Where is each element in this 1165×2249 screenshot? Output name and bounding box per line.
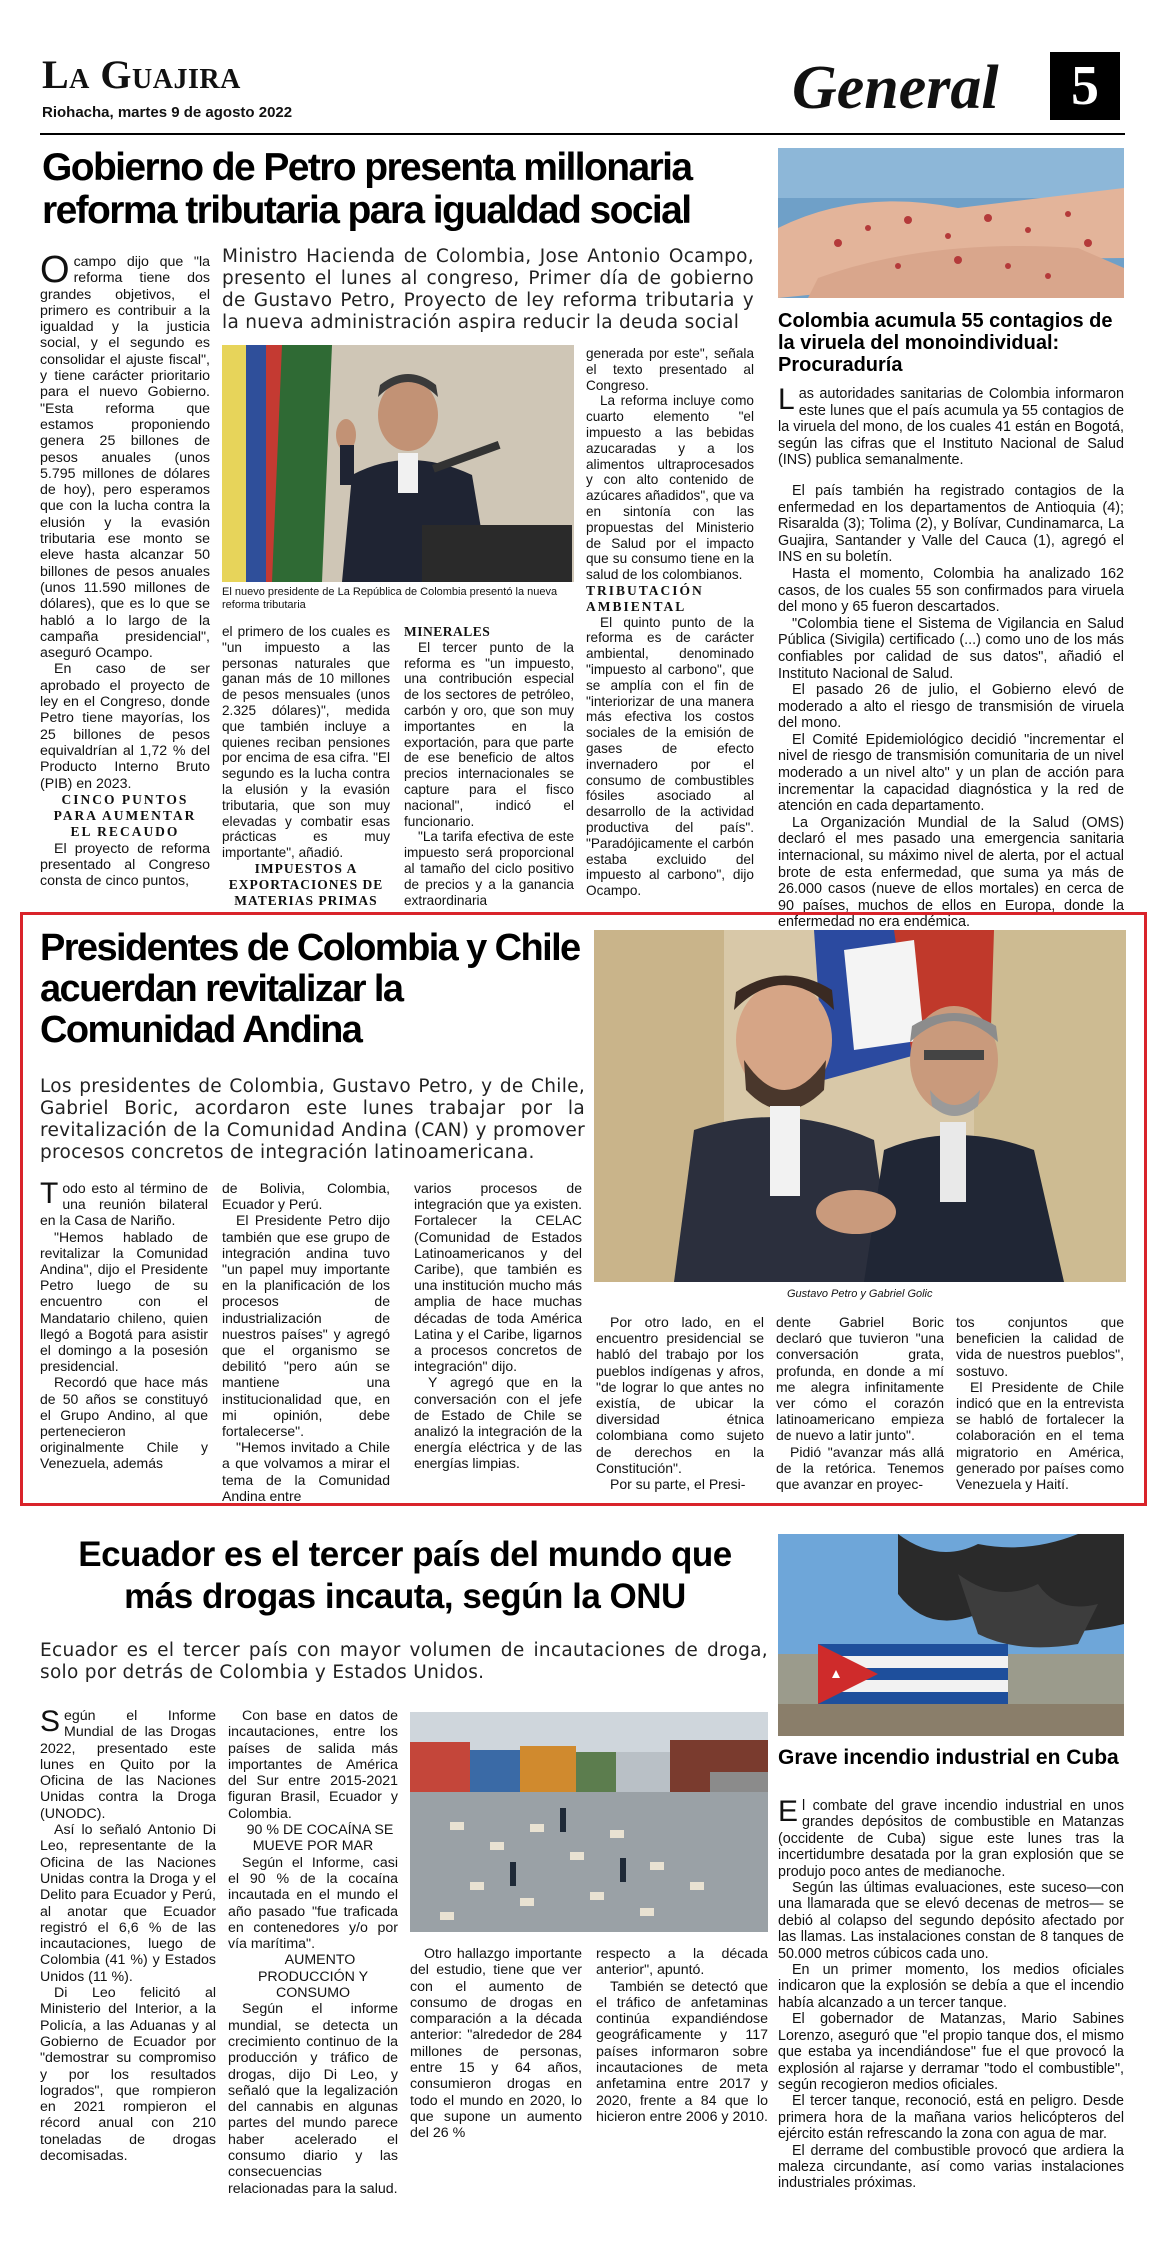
article3-photo-presidents [594, 930, 1126, 1282]
article4-col2: Con base en datos de incautaciones, entre los países de salida más importantes de América del Sur entre 2015-2021 figuran Brasil, Ecuador y Colombia. 90 % DE COCAÍNA SE MUEVE POR MAR Según el Informe, casi el 90 % de la cocaína incautada en el mundo el año pasado "fue traficada en contenedores y/o por vía marítima". AUMENTO PRODUCCIÓN Y CONSUMO Según el informe mundial, se detecta un crecimiento continuo de la producción y tráfico de drogas, dijo Di Leo, y señaló que la legalización del cannabis en algunas partes del mundo parece haber acelerado el consumo diario y las consecuencias relacionadas para la salud. [228, 1708, 398, 2197]
dropcap: L [778, 383, 795, 416]
article1-headline: Gobierno de Petro presenta millonaria reforma tributaria para igualdad social [42, 146, 692, 232]
masthead-rule [40, 133, 1125, 135]
article1-col1: Ocampo dijo que "la reforma tiene dos grandes objetivos, el primero es contribuir a la igualdad y la justicia social, y el segundo es consolidar el ajuste fiscal", y tiene carácter prioritario para el nuevo Gobierno. "Esta reforma que estamos proponiendo genera 25 billones de pesos anuales (unos 5.795 millones de dólares de hoy), pero esperamos que con la lucha contra la elusión y la evasión tributaria ese monto se eleve hasta alcanzar 50 billones de pesos anuales (unos 11.590 millones de dólares), que es lo que se habló a lo largo de la campaña presidencial", aseguró Ocampo. En caso de ser aprobado el proyecto de ley en el Congreso, donde Petro tiene mayorías, los 25 billones de pesos equivaldrían al 1,72 % del Producto Interno Bruto (PIB) en 2023. CINCO PUNTOS PARA AUMENTAR EL RECAUDO El proyecto de reforma presentado al Congreso consta de cinco puntos, [40, 249, 210, 890]
masthead [0, 0, 1165, 135]
article1-col2: el primero de los cuales es "un impuesto a las personas naturales que ganan más de 10 millones de pesos mensuales (unos 2.325 dólares)", medida que también incluye a quienes reciban pensiones por encima de esa cifra. "El segundo es la lucha contra la elusión y la evasión tributaria, que son muy elevadas y combatir esas prácticas es muy importante", añadió. IMPUESTOS A EXPORTACIONES DE MATERIAS PRIMAS [222, 624, 390, 908]
article4-deck: Ecuador es el tercer país con mayor volumen de incautaciones de droga, solo por detrás de Colombia y Estados Unidos. [40, 1640, 768, 1683]
article1-deck: Ministro Hacienda de Colombia, Jose Antonio Ocampo, presento el lunes al congreso, Primer día de gobierno de Gustavo Petro, Proyecto de ley reforma tributaria y la nueva administración aspira reducir la deuda social [222, 246, 754, 333]
article1-photo-caption: El nuevo presidente de La República de Colombia presentó la nueva reforma tributaria [222, 586, 558, 611]
article2-headline: Colombia acumula 55 contagios de la viruela del monoindividual: Procuraduría [778, 310, 1113, 376]
article5-body: El combate del grave incendio industrial en unos grandes depósitos de combustible en Matanzas (occidente de Cuba) sigue este lunes tras la incertidumbre desatada por la gran explosión que se produjo poco antes de medianoche. Según las últimas evaluaciones, este suceso—con una llamarada que se elevó decenas de metros— se debió al colapso del segundo depósito afectado por las llamas. Las instalaciones constan de 8 tanques de 50.000 metros cúbicos cada uno. En un primer momento, los medios oficiales indicaron que la explosión se debía a que el incendio había alcanzado a un tercer tanque. El gobernador de Matanzas, Mario Sabines Lorenzo, aseguró que "el propio tanque dos, el mismo que estaba ya incendiándose" fue el que provocó la explosión al rajarse y derramar "todo el combustible", según recogieron medios oficiales. El tercer tanque, reconoció, está en peligro. Desde primera hora de la mañana varios helicópteros del ejército están refrescando la zona con agua de mar. El derrame del combustible provocó que ardiera la maleza circundante, así como varias instalaciones industriales próximas. [778, 1795, 1124, 2192]
article1-col4: generada por este", señala el texto presentado al Congreso. La reforma incluye como cuarto elemento "el impuesto a las bebidas azucaradas y a los alimentos ultraprocesados y con alto contenido de azúcares añadidos", que va en sintonía con las propuestas del Ministerio de Salud por el impacto que su consumo tiene en la salud de los colombianos. TRIBUTACIÓN AMBIENTAL El quinto punto de la reforma es de carácter ambiental, denominado "impuesto al carbono", que se amplía con el fin de "interiorizar de una manera más efectiva los costos sociales de la emisión de gases de efecto invernadero por el consumo de combustibles fósiles asociado al desarrollo de la actividad productiva del país". "Paradójicamente el carbón estaba excluido del impuesto al carbono", dijo Ocampo. [586, 346, 754, 899]
article1-photo-petro [222, 345, 574, 582]
article2-photo-hands [778, 148, 1124, 298]
dropcap: E [778, 1795, 799, 1828]
article3-deck: Los presidentes de Colombia, Gustavo Petro, y de Chile, Gabriel Boric, acordaron este lunes trabajar por la revitalización de la Comunidad Andina (CAN) y promover procesos concretos de integración latinoamericana. [40, 1076, 585, 1163]
dropcap: T [40, 1177, 59, 1210]
article4-headline: Ecuador es el tercer país del mundo que más drogas incauta, según la ONU [78, 1535, 732, 1616]
article3-photo-caption: Gustavo Petro y Gabriel Golic [787, 1288, 933, 1300]
article4-photo-seizure [410, 1712, 768, 1932]
article3-col5: dente Gabriel Boric declaró que tuvieron "una conversación grata, profunda, en donde a mí me alegra infinitamente ver cómo el corazón latinoamericano empieza de nuevo a latir junto". Pidió "avanzar más allá de la retórica. Tenemos que avanzar en proyec- [776, 1314, 944, 1493]
dropcap: O [40, 249, 70, 291]
article3-col3: varios procesos de integración que ya existen. Fortalecer la CELAC (Comunidad de Estados Latinoamericanos y del Caribe), que también es una institución mucho más amplia de hace muchas décadas de toda América Latina y el Caribe, ligarnos a procesos concretos de integración" dijo. Y agregó que en la conversación con el jefe de Estado de Chile se analizó la integración de la energía eléctrica y de las energías limpias. [414, 1180, 582, 1472]
page-number: 5 [1071, 55, 1099, 117]
article5-headline: Grave incendio industrial en Cuba [778, 1746, 1119, 1769]
article3-headline: Presidentes de Colombia y Chile acuerdan revitalizar la Comunidad Andina [40, 927, 580, 1051]
article3-col4: Por otro lado, en el encuentro presidencial se habló del trabajo por los pueblos indígenas y afros, "de lograr lo que antes no existía, de ubicar la diversidad étnica colombiana como sujeto de derechos en la Constitución". Por su parte, el Presi- [596, 1314, 764, 1493]
dateline: Riohacha, martes 9 de agosto 2022 [42, 104, 293, 121]
article5-photo-fire [778, 1534, 1124, 1736]
paper-name: La Guajira [42, 52, 241, 97]
article1-col3: MINERALES El tercer punto de la reforma es "un impuesto, una contribución especial de los sectores de petróleo, carbón y oro, que son muy importantes en la exportación, para que parte de ese beneficio de altos precios internacionales se capture para el fisco nacional", indicó el funcionario. "La tarifa efectiva de este impuesto será proporcional al tamaño del ciclo positivo de precios y a la ganancia extraordinaria [404, 624, 574, 908]
article3-col2: de Bolivia, Colombia, Ecuador y Perú. El Presidente Petro dijo también que ese grupo de integración andina tuvo "un papel muy importante en la planificación de los procesos de industrialización de nuestros países" y agregó que el organismo se debilitó "pero aún se mantiene una institucionalidad que, en mi opinión, debe fortalecerse". "Hemos invitado a Chile a que volvamos a mirar el tema de la Comunidad Andina entre [222, 1180, 390, 1504]
article3-col6: tos conjuntos que beneficien la calidad de vida de nuestros pueblos", sostuvo. El Presidente de Chile indicó que en la entrevista se habló de fortalecer la colaboración en el tema migratorio en América, generado por países como Venezuela y Haití. [956, 1314, 1124, 1493]
dropcap: S [40, 1705, 61, 1738]
article3-col1: Todo esto al término de una reunión bilateral en la Casa de Nariño. "Hemos hablado de revitalizar la Comunidad Andina", dijo el Presidente Petro luego de su encuentro con el Mandatario chileno, quien llegó a Bogotá para asistir el domingo a la posesión presidencial. Recordó que hace más de 50 años se constituyó el Grupo Andino, al que pertenecieron originalmente Chile y Venezuela, además [40, 1177, 208, 1472]
article4-col3: Otro hallazgo importante del estudio, tiene que ver con el aumento de consumo de drogas en comparación a la década anterior: "alrededor de 284 millones de personas, entre 15 y 64 años, consumieron drogas en todo el mundo en 2020, lo que supone un aumento del 26 % [410, 1946, 582, 2142]
article2-body: Las autoridades sanitarias de Colombia informaron este lunes que el país acumula ya 55 contagios de la viruela del mono, de los cuales 41 están en Bogotá, según las cifras que el Instituto Nacional de Salud (INS) publica semanalmente. El país también ha registrado contagios de la enfermedad en los departamentos de Antioquia (4); Risaralda (3); Tolima (2), y Bolívar, Cundinamarca, La Guajira, Santander y Valle del Cauca (1), agregó el INS en su boletín. Hasta el momento, Colombia ha analizado 162 casos, de los cuales 55 son confirmados para viruela del mono y 65 fueron descartados. "Colombia tiene el Sistema de Vigilancia en Salud Pública (Sivigila) certificado (...) como uno de los más confiables por calidad de sus datos", añadió el Instituto Nacional de Salud. El pasado 26 de julio, el Gobierno elevó de moderado a alto el riesgo de transmisión de viruela del mono. El Comité Epidemiológico decidió "incrementar el nivel de riesgo de transmisión comunitaria de un nivel moderado a un nivel alto" y un plan de acción para incrementar la capacidad diagnóstica y la red de atención en cada departamento. La Organización Mundial de la Salud (OMS) declaró el mes pasado una emergencia sanitaria internacional, su máximo nivel de alerta, por el actual brote de esta enfermedad, que suma ya más de 26.000 casos (nueve de ellos mortales) en cerca de 90 países, muchos de ellos en Europa, donde la enfermedad no era endémica. [778, 383, 1124, 931]
page-number-box [1050, 52, 1120, 120]
article4-col4: respecto a la década anterior", apuntó. También se detectó que el tráfico de anfetaminas continúa expandiéndose geográficamente y 117 países informaron sobre incautaciones de meta anfetamina entre 2017 y 2020, frente a 84 que lo hicieron entre 2006 y 2010. [596, 1946, 768, 2125]
section-title: General [792, 54, 999, 122]
article4-col1: Según el Informe Mundial de las Drogas 2022, presentado este lunes en Quito por la Oficina de las Naciones Unidas contra la Droga (UNODC). Así lo señaló Antonio Di Leo, representante de la Oficina de las Naciones Unidas contra la Droga y el Delito para Ecuador y Perú, al anotar que Ecuador registró el 6,6 % de las incautaciones, luego de Colombia (41 %) y Estados Unidos (11 %). Di Leo felicitó al Ministerio del Interior, a la Policía, a las Aduanas y al Gobierno de Ecuador por "demostrar su compromiso y por los resultados logrados", que rompieron en 2021 rompieron el récord anual con 210 toneladas de drogas decomisadas. [40, 1705, 216, 2165]
